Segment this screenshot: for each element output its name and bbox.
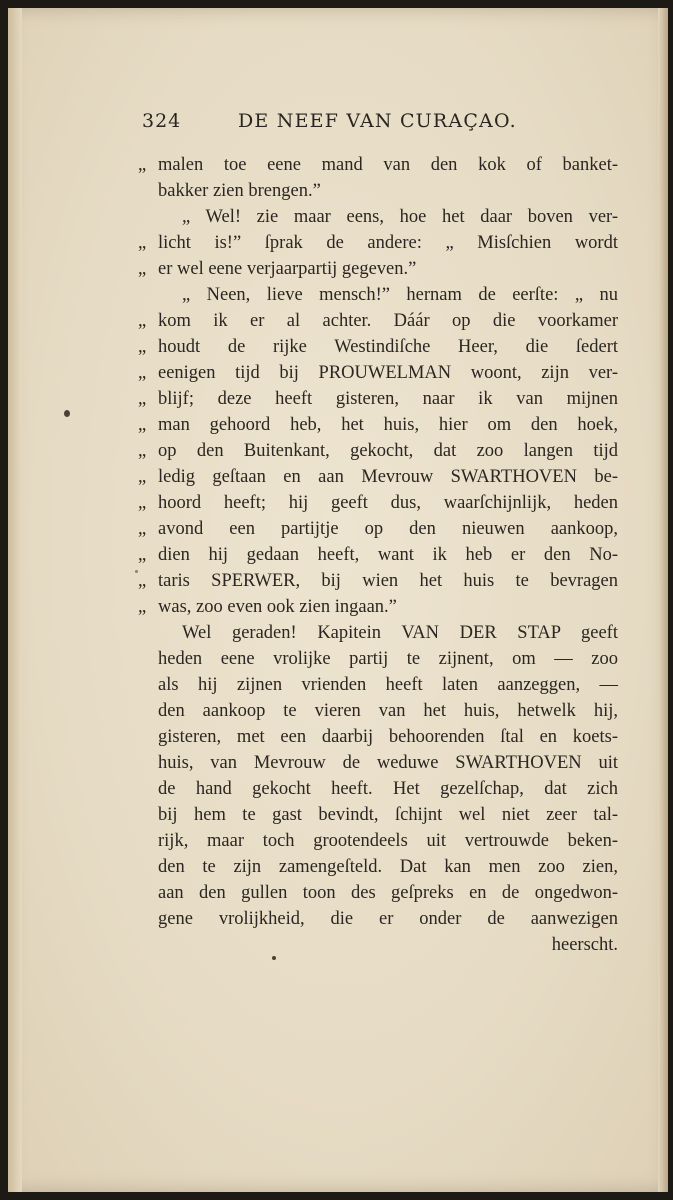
text-line bbox=[158, 854, 618, 880]
text-line bbox=[138, 464, 618, 490]
page-left-edge bbox=[8, 8, 22, 1192]
text-line bbox=[138, 438, 618, 464]
line-text: kom ik er al achter. Dáár op die voorkamer bbox=[158, 311, 618, 331]
text-line bbox=[158, 204, 618, 230]
text-line bbox=[158, 646, 618, 672]
line-text: gisteren, met een daarbij behoorenden ſtal en koets- bbox=[158, 727, 618, 747]
text-line bbox=[138, 568, 618, 594]
line-text: rijk, maar toch grootendeels uit vertrouwde beken- bbox=[158, 831, 618, 851]
book-page bbox=[8, 8, 668, 1192]
page-number: 324 bbox=[142, 110, 182, 132]
line-text: heden eene vrolijke partij te zijnent, om — zoo bbox=[158, 649, 618, 669]
text-line bbox=[138, 360, 618, 386]
text-line bbox=[158, 672, 618, 698]
line-text: aan den gullen toon des geſpreks en de ongedwon- bbox=[158, 883, 618, 903]
line-text: eenigen tijd bij PROUWELMAN woont, zijn ver- bbox=[158, 363, 618, 383]
line-text: licht is!” ſprak de andere: „ Misſchien wordt bbox=[158, 233, 618, 253]
text-line bbox=[158, 802, 618, 828]
line-text: was, zoo even ook zien ingaan.” bbox=[158, 597, 397, 617]
ink-spot bbox=[272, 956, 276, 960]
quote-mark: „ bbox=[138, 233, 147, 253]
quote-mark: „ bbox=[138, 337, 147, 357]
text-line bbox=[138, 412, 618, 438]
text-line bbox=[158, 880, 618, 906]
quote-mark: „ bbox=[138, 441, 147, 461]
text-line bbox=[158, 906, 618, 932]
running-title: DE NEEF VAN CURAÇAO. bbox=[238, 110, 517, 132]
line-text: „ Wel! zie maar eens, hoe het daar boven ver- bbox=[182, 207, 618, 227]
text-line bbox=[158, 282, 618, 308]
line-text: den aankoop te vieren van het huis, hetwelk hij, bbox=[158, 701, 618, 721]
text-line bbox=[138, 256, 618, 282]
quote-mark: „ bbox=[138, 519, 147, 539]
text-line bbox=[158, 750, 618, 776]
text-line bbox=[138, 308, 618, 334]
line-text: Wel geraden! Kapitein VAN DER STAP geeft bbox=[182, 623, 618, 643]
line-text: „ Neen, lieve mensch!” hernam de eerſte: „ nu bbox=[182, 285, 618, 305]
line-text: heerscht. bbox=[551, 935, 618, 955]
line-text: malen toe eene mand van den kok of banket- bbox=[158, 155, 618, 175]
text-line bbox=[158, 178, 618, 204]
quote-mark: „ bbox=[138, 545, 147, 565]
page-right-edge bbox=[658, 8, 668, 1192]
line-text: avond een partijtje op den nieuwen aankoop, bbox=[158, 519, 618, 539]
text-line bbox=[138, 386, 618, 412]
quote-mark: „ bbox=[138, 415, 147, 435]
running-head bbox=[142, 108, 532, 138]
line-text: taris SPERWER, bij wien het huis te bevragen bbox=[158, 571, 618, 591]
quote-mark: „ bbox=[138, 571, 147, 591]
line-text: huis, van Mevrouw de weduwe SWARTHOVEN uit bbox=[158, 753, 618, 773]
line-text: man gehoord heb, het huis, hier om den hoek, bbox=[158, 415, 618, 435]
quote-mark: „ bbox=[138, 259, 147, 279]
body-text bbox=[138, 152, 618, 958]
text-line bbox=[158, 620, 618, 646]
ink-spot bbox=[135, 570, 138, 573]
line-text: als hij zijnen vrienden heeft laten aanzeggen, — bbox=[158, 675, 618, 695]
text-line bbox=[138, 594, 618, 620]
line-text: de hand gekocht heeft. Het gezelſchap, dat zich bbox=[158, 779, 618, 799]
quote-mark: „ bbox=[138, 311, 147, 331]
line-text: ledig geſtaan en aan Mevrouw SWARTHOVEN be- bbox=[158, 467, 618, 487]
line-text: gene vrolijkheid, die er onder de aanwezigen bbox=[158, 909, 618, 929]
text-line bbox=[158, 776, 618, 802]
line-text: bij hem te gast bevindt, ſchijnt wel niet zeer tal- bbox=[158, 805, 618, 825]
quote-mark: „ bbox=[138, 389, 147, 409]
text-line bbox=[138, 542, 618, 568]
line-text: blijf; deze heeft gisteren, naar ik van mijnen bbox=[158, 389, 618, 409]
line-text: er wel eene verjaarpartij gegeven.” bbox=[158, 259, 417, 279]
text-line bbox=[138, 152, 618, 178]
quote-mark: „ bbox=[138, 493, 147, 513]
text-line bbox=[158, 698, 618, 724]
text-line bbox=[138, 334, 618, 360]
text-line bbox=[138, 516, 618, 542]
line-text: hoord heeft; hij geeft dus, waarſchijnlijk, heden bbox=[158, 493, 618, 513]
quote-mark: „ bbox=[138, 467, 147, 487]
line-text: dien hij gedaan heeft, want ik heb er den No- bbox=[158, 545, 618, 565]
line-text: houdt de rijke Westindiſche Heer, die ſedert bbox=[158, 337, 618, 357]
line-text: op den Buitenkant, gekocht, dat zoo langen tijd bbox=[158, 441, 618, 461]
text-line bbox=[138, 230, 618, 256]
line-text: den te zijn zamengeſteld. Dat kan men zoo zien, bbox=[158, 857, 618, 877]
quote-mark: „ bbox=[138, 155, 147, 175]
text-line bbox=[158, 724, 618, 750]
line-text: bakker zien brengen.” bbox=[158, 181, 321, 201]
quote-mark: „ bbox=[138, 363, 147, 383]
ink-spot bbox=[64, 410, 70, 417]
text-line bbox=[138, 490, 618, 516]
text-line bbox=[158, 932, 618, 958]
text-line bbox=[158, 828, 618, 854]
quote-mark: „ bbox=[138, 597, 147, 617]
